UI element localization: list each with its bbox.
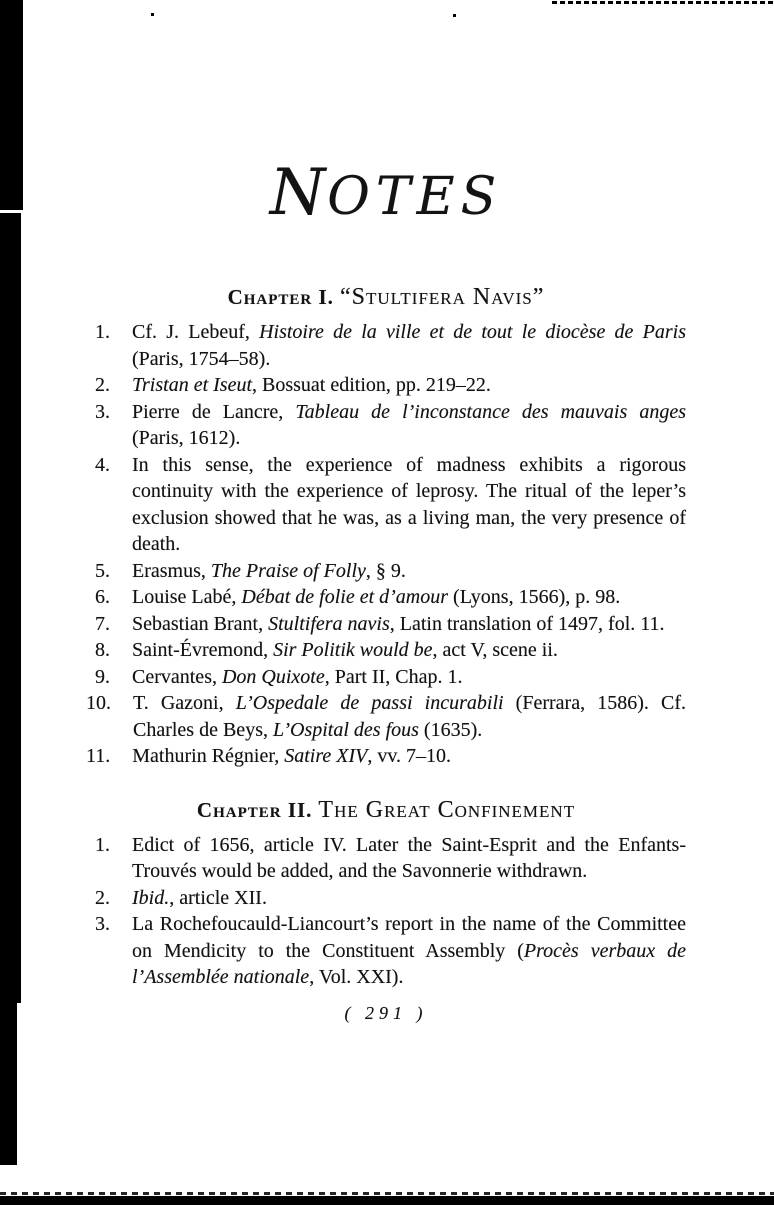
chapter-2-heading-title: The Great Confinement	[318, 796, 576, 823]
note-number: 1.	[95, 321, 110, 343]
note-text-run: Sebastian Brant,	[132, 612, 269, 635]
chapter-2-notes-list	[86, 832, 686, 991]
note-text-run: , Bossuat edition, pp. 219–22.	[252, 374, 491, 396]
page-title: NOTES	[269, 155, 503, 229]
note-text	[132, 743, 686, 770]
note-text-run: T. Gazoni,	[133, 692, 236, 714]
note-text	[132, 911, 686, 991]
note-number: 8.	[95, 639, 110, 661]
note-text	[132, 558, 686, 585]
note-item	[86, 399, 686, 452]
scan-artifact-dashed-line-bottom	[0, 1192, 774, 1195]
chapter-1-heading-title: “Stultifera Navis”	[339, 284, 545, 310]
note-text-run: Mathurin Régnier,	[132, 745, 285, 767]
note-text-run: , Part II, Chap. 1.	[324, 665, 463, 688]
scan-artifact-left-strip-lower	[0, 1003, 17, 1165]
note-text	[132, 372, 686, 399]
note-text-run: (Ferrara, 1586). Cf. Charles de Beys,	[133, 692, 686, 741]
note-text-italic-run: Ibid.	[132, 886, 170, 909]
page-number: ( 291 )	[344, 1002, 428, 1023]
note-text-run: Edict of 1656, article IV. Later the Saint-Esprit and the Enfants-Trouvés would be added, and the Savonnerie withdrawn.	[132, 833, 686, 882]
note-text	[132, 832, 686, 885]
note-number: 11.	[86, 745, 111, 767]
note-item	[86, 832, 686, 885]
note-item	[86, 664, 686, 691]
note-text	[132, 664, 686, 691]
note-text-run: (Paris, 1754–58).	[132, 347, 271, 370]
note-text-italic-run: Sir Politik would be	[273, 639, 433, 661]
note-number: 4.	[95, 453, 110, 476]
note-number: 3.	[95, 400, 110, 423]
note-text	[132, 611, 686, 638]
note-text-run: , article XII.	[169, 886, 267, 909]
note-text	[132, 452, 686, 558]
note-text-run: Erasmus,	[132, 559, 211, 582]
note-text-italic-run: Don Quixote	[221, 665, 325, 688]
note-item	[86, 637, 686, 664]
note-number: 6.	[95, 586, 110, 608]
note-number: 3.	[95, 913, 110, 935]
note-text	[133, 690, 686, 743]
chapter-2-heading	[86, 796, 686, 824]
scan-artifact-bottom-bar	[0, 1196, 774, 1205]
note-text-italic-run: L’Ospedale de passi incurabili	[235, 692, 504, 714]
note-item	[86, 558, 686, 585]
note-text	[132, 319, 686, 372]
note-number: 2.	[95, 374, 110, 396]
scan-artifact-left-strip-top	[0, 0, 23, 210]
note-number: 9.	[95, 665, 110, 688]
note-text-run: , Vol. XXI).	[309, 966, 404, 988]
note-number: 7.	[95, 612, 110, 635]
note-item	[86, 690, 686, 743]
chapter-1-heading-prefix: Chapter I.	[227, 285, 334, 309]
note-text	[132, 637, 686, 664]
note-text-italic-run: Stultifera navis	[268, 612, 390, 635]
note-text-run: Louise Labé,	[132, 586, 242, 608]
note-item	[86, 911, 686, 991]
note-item	[86, 372, 686, 399]
chapter-1-heading	[86, 283, 686, 311]
note-text-run: In this sense, the experience of madness exhibits a rigorous continuity with the experience of leprosy. The ritual of the leper’s exclusion showed that he was, as a living man, the very presence of death.	[132, 453, 686, 555]
note-text-italic-run: The Praise of Folly	[210, 559, 366, 582]
note-text-run: La Rochefoucauld-Liancourt’s report in the name of the Committee on Mendicity to the Constituent Assembly (	[132, 913, 686, 962]
note-text-run: , vv. 7–10.	[367, 745, 452, 767]
note-text	[132, 885, 686, 912]
note-text-run: , Latin translation of 1497, fol. 11.	[389, 612, 665, 635]
note-text-run: Pierre de Lancre,	[132, 400, 296, 423]
note-item	[86, 452, 686, 558]
chapter-2-notes-section	[86, 796, 686, 991]
note-number: 2.	[95, 886, 110, 909]
chapter-2-heading-prefix: Chapter II.	[196, 797, 313, 822]
scan-artifact-left-strip	[0, 213, 21, 1003]
note-number: 1.	[95, 833, 110, 856]
note-text-run: , act V, scene ii.	[432, 639, 558, 661]
note-item	[86, 319, 686, 372]
note-text-run: Cf. J. Lebeuf,	[132, 321, 260, 343]
note-text-italic-run: Histoire de la ville et de tout le diocèse de Paris	[259, 321, 686, 343]
note-text	[132, 584, 686, 611]
note-text-italic-run: Tristan et Iseut	[132, 374, 253, 396]
chapter-1-notes-list	[86, 319, 686, 770]
book-page	[86, 0, 686, 1024]
note-text-italic-run: Débat de folie et d’amour	[241, 586, 449, 608]
note-text-run: Cervantes,	[132, 665, 222, 688]
note-text-italic-run: Tableau de l’inconstance des mauvais anges	[295, 400, 686, 423]
note-text	[132, 399, 686, 452]
note-item	[86, 885, 686, 912]
note-number: 10.	[86, 692, 111, 714]
note-text-run: (1635).	[418, 718, 483, 741]
note-text-italic-run: Satire XIV	[284, 745, 368, 767]
note-item	[86, 584, 686, 611]
note-text-run: Saint-Évremond,	[132, 639, 274, 661]
note-text-run: (Lyons, 1566), p. 98.	[448, 586, 621, 608]
note-item	[86, 743, 686, 770]
note-text-italic-run: Procès verbaux de l’Assemblée nationale	[132, 939, 686, 988]
note-number: 5.	[95, 559, 110, 582]
note-item	[86, 611, 686, 638]
chapter-1-notes-section	[86, 283, 686, 770]
note-text-italic-run: L’Ospital des fous	[272, 718, 419, 741]
note-text-run: , § 9.	[365, 559, 406, 582]
note-text-run: (Paris, 1612).	[132, 427, 241, 449]
